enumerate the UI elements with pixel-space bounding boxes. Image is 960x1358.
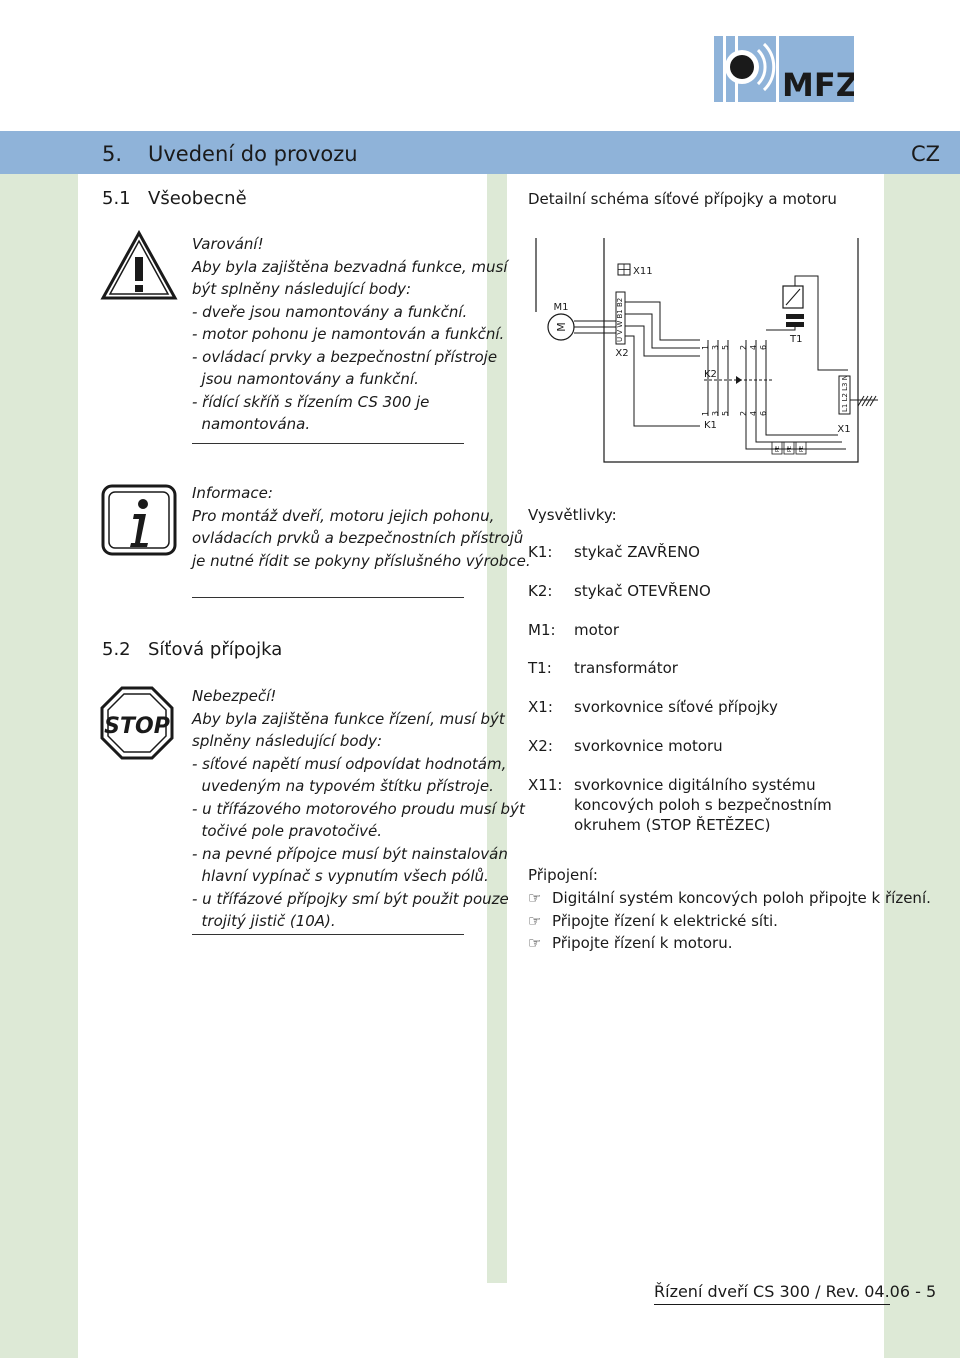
warning-line: namontována. bbox=[192, 415, 311, 433]
k1-label: K1 bbox=[704, 420, 717, 431]
k2-contact-top: 3 bbox=[711, 344, 720, 350]
legend-key: K2: bbox=[528, 582, 553, 600]
k1-contact-top: 1 bbox=[701, 410, 710, 416]
k2-contact-top: 5 bbox=[721, 344, 730, 350]
danger-text bbox=[192, 685, 525, 933]
pointing-hand-icon: ☞ bbox=[528, 889, 542, 907]
x1-terminals: L1 L2 L3 N bbox=[841, 375, 849, 412]
legend-value: svorkovnice motoru bbox=[574, 737, 723, 755]
legend-value: stykač OTEVŘENO bbox=[574, 582, 711, 600]
x2-terminals: U V W B1 B2 bbox=[616, 297, 624, 342]
k2-contact-top: 1 bbox=[701, 344, 710, 350]
legend-title: Vysvětlivky: bbox=[528, 506, 617, 524]
legend-key: T1: bbox=[528, 659, 552, 677]
language-code: CZ bbox=[910, 142, 940, 166]
right-margin-band bbox=[884, 173, 960, 1358]
danger-line: - u třífázového motorového proudu musí být bbox=[192, 799, 525, 818]
k1-contact-top: 5 bbox=[721, 410, 730, 416]
warning-rule bbox=[192, 443, 464, 444]
x11-label: X11 bbox=[633, 266, 653, 277]
warning-line: - motor pohonu je namontován a funkční. bbox=[192, 325, 505, 343]
left-margin-band bbox=[0, 173, 78, 1358]
x2-label: X2 bbox=[615, 348, 629, 359]
warning-line: Aby byla zajištěna bezvadná funkce, musí bbox=[192, 257, 508, 276]
warning-line: - ovládací prvky a bezpečnostní přístroje bbox=[192, 347, 498, 366]
danger-line: Aby byla zajištěna funkce řízení, musí být bbox=[192, 709, 505, 728]
mfz-logo bbox=[714, 36, 854, 102]
diagram-heading: Detailní schéma síťové přípojky a motoru bbox=[528, 190, 837, 208]
legend-value: motor bbox=[574, 621, 620, 639]
warning-line: být splněny následující body: bbox=[192, 280, 412, 298]
k1-contact-top: 3 bbox=[711, 410, 720, 416]
pe-label: PE bbox=[799, 445, 805, 452]
danger-line: - síťové napětí musí odpovídat hodnotám, bbox=[192, 754, 507, 773]
warning-text bbox=[192, 233, 508, 436]
danger-line: - na pevné přípojce musí být nainstalován bbox=[192, 844, 508, 863]
chapter-number: 5. bbox=[102, 142, 123, 166]
m1-label: M1 bbox=[553, 302, 569, 313]
stop-sign-icon bbox=[100, 686, 174, 760]
danger-rule bbox=[192, 934, 464, 935]
legend-key: X11: bbox=[528, 776, 563, 794]
legend-value: svorkovnice síťové přípojky bbox=[574, 698, 778, 716]
pointing-hand-icon: ☞ bbox=[528, 934, 542, 952]
info-icon bbox=[100, 483, 178, 557]
connection-item bbox=[528, 934, 732, 952]
legend-value: transformátor bbox=[574, 659, 678, 677]
info-rule bbox=[192, 597, 464, 598]
legend-key: X1: bbox=[528, 698, 553, 716]
x1-label: X1 bbox=[837, 424, 851, 435]
warning-line: - řídící skříň s řízením CS 300 je bbox=[192, 392, 430, 411]
info-line: je nutné řídit se pokyny příslušného výrobce. bbox=[192, 551, 531, 570]
chapter-title: Uvedení do provozu bbox=[148, 142, 358, 166]
section-2-number: 5.2 bbox=[102, 639, 131, 660]
stop-sign-text: STOP bbox=[104, 714, 170, 739]
motor-symbol: M bbox=[555, 322, 568, 332]
pe-label: PE bbox=[775, 445, 781, 452]
k2-label: K2 bbox=[704, 369, 717, 380]
k1-contact-bottom: 2 bbox=[739, 410, 748, 416]
connection-title: Připojení: bbox=[528, 866, 598, 884]
connection-item-text: Digitální systém koncových poloh připojte k řízení. bbox=[552, 889, 931, 907]
danger-title: Nebezpečí! bbox=[192, 687, 277, 705]
warning-title: Varování! bbox=[192, 235, 264, 253]
footer-rule bbox=[654, 1304, 890, 1305]
danger-line: uvedeným na typovém štítku přístroje. bbox=[192, 777, 494, 795]
t1-label: T1 bbox=[790, 334, 803, 345]
danger-line: splněny následující body: bbox=[192, 732, 382, 750]
section-2-title: Síťová přípojka bbox=[148, 639, 283, 660]
chapter-header-bar bbox=[0, 131, 960, 174]
k1-contact-bottom: 6 bbox=[759, 410, 768, 416]
danger-line: hlavní vypínač s vypnutím všech pólů. bbox=[192, 867, 489, 885]
legend-key: K1: bbox=[528, 543, 553, 561]
legend-key: X2: bbox=[528, 737, 553, 755]
danger-line: točivé pole pravotočivé. bbox=[192, 822, 383, 840]
info-line: ovládacích prvků a bezpečnostních přístrojů bbox=[192, 529, 524, 547]
k2-contact-bottom: 2 bbox=[739, 344, 748, 350]
legend-key: M1: bbox=[528, 621, 556, 639]
k2-contact-bottom: 6 bbox=[759, 344, 768, 350]
warning-icon bbox=[100, 230, 178, 302]
warning-line: jsou namontovány a funkční. bbox=[192, 370, 419, 388]
section-1-title: Všeobecně bbox=[148, 188, 247, 209]
logo-text: MFZ bbox=[782, 66, 854, 102]
connection-item bbox=[528, 912, 778, 930]
info-text bbox=[192, 482, 531, 572]
section-1-number: 5.1 bbox=[102, 188, 131, 209]
legend-value: stykač ZAVŘENO bbox=[574, 543, 700, 561]
connection-item bbox=[528, 889, 931, 907]
info-title: Informace: bbox=[192, 484, 273, 502]
connection-item-text: Připojte řízení k motoru. bbox=[552, 934, 733, 952]
danger-line: trojitý jistič (10A). bbox=[192, 912, 336, 930]
legend-value: svorkovnice digitálního systému koncových poloh s bezpečnostním okruhem (STOP ŘETĚZEC) bbox=[574, 776, 832, 834]
warning-line: - dveře jsou namontovány a funkční. bbox=[192, 302, 468, 321]
k2-contact-bottom: 4 bbox=[749, 344, 758, 350]
danger-line: - u třífázové přípojky smí být použit pouze bbox=[192, 889, 509, 908]
info-line: Pro montáž dveří, motoru jejich pohonu, bbox=[192, 506, 495, 525]
page-footer: Řízení dveří CS 300 / Rev. 04.06 - 5 bbox=[654, 1282, 937, 1301]
pe-label: PE bbox=[787, 445, 793, 452]
connection-item-text: Připojte řízení k elektrické síti. bbox=[552, 912, 778, 930]
pointing-hand-icon: ☞ bbox=[528, 912, 542, 930]
wiring-diagram bbox=[528, 230, 880, 468]
k1-contact-bottom: 4 bbox=[749, 410, 758, 416]
